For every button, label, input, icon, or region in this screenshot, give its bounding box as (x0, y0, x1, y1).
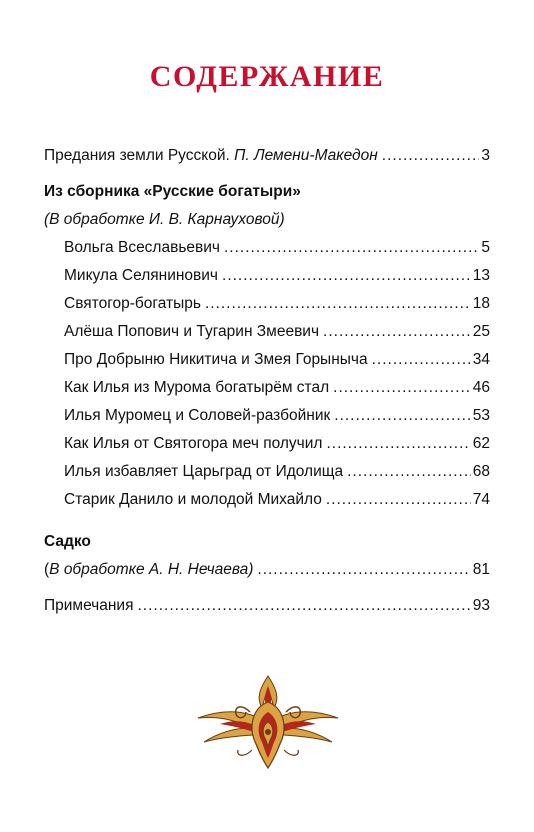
dot-leader (224, 234, 479, 262)
toc-entry[interactable] (44, 458, 490, 486)
toc-entry[interactable] (44, 290, 490, 318)
dot-leader (333, 374, 471, 402)
page-title: СОДЕРЖАНИЕ (149, 60, 385, 93)
toc-entry-label: Алёша Попович и Тугарин Змеевич (64, 323, 320, 340)
toc-page-number: 46 (472, 379, 490, 396)
dot-leader (222, 262, 471, 290)
toc-entry-sadko[interactable] (44, 556, 490, 584)
dot-leader (347, 458, 471, 486)
toc-entry[interactable] (44, 430, 490, 458)
toc-page-number: 81 (472, 561, 490, 578)
dot-leader (326, 486, 471, 514)
toc-entry[interactable] (44, 402, 490, 430)
toc-page-number: 62 (472, 435, 490, 452)
toc-entry-label: Предания земли Русской. (44, 147, 235, 164)
toc-entry-label: Илья избавляет Царьград от Идолища (64, 463, 344, 480)
dot-leader (138, 592, 471, 620)
toc-entry[interactable] (44, 346, 490, 374)
toc-entry-label: Как Илья от Святогора меч получил (64, 435, 323, 452)
dot-leader (326, 430, 470, 458)
dot-leader (257, 556, 470, 584)
dot-leader (205, 290, 471, 318)
toc-entry[interactable] (44, 234, 490, 262)
toc-page-number: 18 (472, 295, 490, 312)
section-heading-bogatyri: Из сборника «Русские богатыри» (44, 183, 301, 200)
toc-entry-label: Про Добрыню Никитича и Змея Горыныча (64, 351, 368, 368)
toc-page-number: 25 (472, 323, 490, 340)
toc-page-number: 5 (481, 239, 490, 256)
toc-entry-label: Вольга Всеславьевич (64, 239, 220, 256)
dot-leader (372, 346, 471, 374)
toc-entry-author: П. Лемени-Македон (234, 147, 378, 164)
toc-page-number: 93 (472, 597, 490, 614)
toc-page-number: 68 (472, 463, 490, 480)
toc-entry[interactable] (44, 318, 490, 346)
toc-entry-label: Как Илья из Мурома богатырём стал (64, 379, 330, 396)
table-of-contents (44, 142, 490, 620)
toc-entry[interactable] (44, 486, 490, 514)
toc-entry-note: В обработке А. Н. Нечаева) (49, 561, 254, 578)
toc-page-number: 3 (481, 147, 490, 164)
toc-page-number: 74 (472, 491, 490, 508)
toc-entry-label: Старик Данило и молодой Михайло (64, 491, 322, 508)
toc-entry-notes[interactable] (44, 592, 490, 620)
toc-page-number: 53 (472, 407, 490, 424)
dot-leader (382, 142, 480, 170)
toc-entry-intro[interactable] (44, 142, 490, 170)
toc-note-paren: ( (44, 561, 50, 578)
dot-leader (334, 402, 470, 430)
toc-entry[interactable] (44, 374, 490, 402)
section-note-karnaukhova: (В обработке И. В. Карнауховой) (44, 211, 285, 228)
toc-page-number: 13 (472, 267, 490, 284)
section-heading-sadko: Садко (44, 533, 91, 550)
toc-entry-label: Святогор-богатырь (64, 295, 201, 312)
toc-entry-label: Примечания (44, 597, 134, 614)
toc-entry-label: Илья Муромец и Соловей-разбойник (64, 407, 331, 424)
dot-leader (323, 318, 471, 346)
floral-ornament-icon (190, 672, 346, 772)
toc-entry-label: Микула Селянинович (64, 267, 219, 284)
toc-entry[interactable] (44, 262, 490, 290)
toc-page-number: 34 (472, 351, 490, 368)
